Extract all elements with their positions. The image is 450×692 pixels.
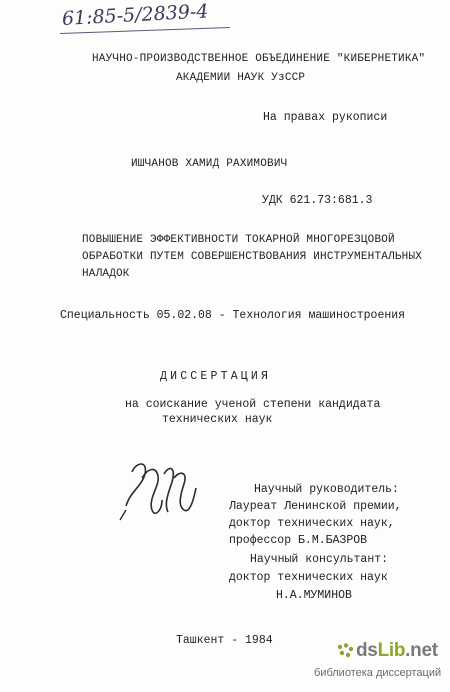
- supervisor-label: Научный руководитель:: [254, 483, 399, 496]
- supervisor-line-2: доктор технических наук,: [229, 517, 395, 530]
- dslib-logo-suffix: .net: [405, 640, 438, 661]
- archive-number-handwritten: 61:85-5/2839-4: [61, 0, 209, 30]
- dslib-logo-lib: Lib: [377, 640, 406, 661]
- supervisor-line-1: Лауреат Ленинской премии,: [229, 500, 402, 513]
- dslib-subtitle: библиотека диссертаций: [314, 667, 442, 679]
- dissertation-label: ДИССЕРТАЦИЯ: [160, 370, 272, 383]
- consultant-label: Научный консультант:: [250, 553, 389, 566]
- organization-line-2: АКАДЕМИИ НАУК УзССР: [176, 72, 306, 84]
- manuscript-rights: На правах рукописи: [263, 111, 388, 124]
- consultant-line-1: доктор технических наук: [229, 571, 388, 584]
- degree-line-1: на соискание ученой степени кандидата: [125, 398, 381, 411]
- dslib-logo-prefix: ds: [356, 640, 378, 661]
- dslib-logo: [356, 640, 438, 662]
- supervisor-line-3: профессор Б.М.БАЗРОВ: [229, 534, 368, 547]
- udc-code: УДК 621.73:681.3: [262, 194, 373, 207]
- author-name: ИШЧАНОВ ХАМИД РАХИМОВИЧ: [131, 158, 288, 170]
- dslib-dots-icon: [336, 642, 354, 660]
- organization-line-1: НАУЧНО-ПРОИЗВОДСТВЕННОЕ ОБЪЕДИНЕНИЕ "КИБЕРНЕТИКА": [92, 53, 426, 65]
- place-and-year: Ташкент - 1984: [176, 634, 273, 647]
- consultant-line-2: Н.А.МУМИНОВ: [276, 589, 352, 602]
- signature-mark: [118, 448, 208, 528]
- specialty: Специальность 05.02.08 - Технология машиностроения: [60, 309, 406, 322]
- degree-line-2: технических наук: [162, 413, 273, 426]
- dissertation-title-line-2: ОБРАБОТКИ ПУТЕМ СОВЕРШЕНСТВОВАНИЯ ИНСТРУМЕНТАЛЬНЫХ: [82, 251, 423, 263]
- dslib-watermark: [314, 640, 448, 688]
- dissertation-title-line-3: НАЛАДОК: [82, 268, 130, 280]
- dissertation-title-line-1: ПОВЫШЕНИЕ ЭФФЕКТИВНОСТИ ТОКАРНОЙ МНОГОРЕЗЦОВОЙ: [82, 234, 395, 246]
